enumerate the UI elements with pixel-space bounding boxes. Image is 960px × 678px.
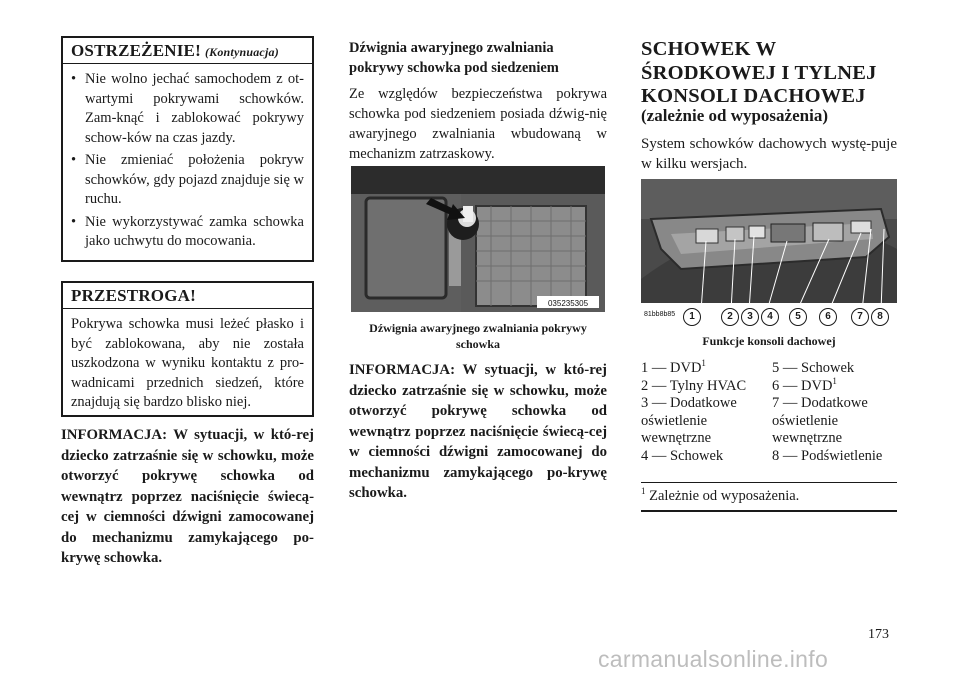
- legend-right: [772, 360, 899, 465]
- legend-item: 3 — Dodatkowe oświetlenie wewnętrzne: [641, 395, 737, 446]
- photo-code-label: 81bb8b85: [644, 311, 676, 318]
- warning-list: [71, 70, 304, 252]
- caution-title: PRZESTROGA!: [63, 283, 312, 309]
- footnote: $^1$ Zależnie od wyposażenia.: [641, 486, 800, 504]
- section-subheading: (zależnie od wyposażenia): [641, 106, 828, 125]
- middle-text: Ze względów bezpieczeństwa pokrywa schowka pod siedzeniem posiada dźwig-nię awaryjnego zwalniania wbudowaną w mechanizm zatrzaskowy.: [349, 86, 607, 162]
- section-heading: [641, 38, 899, 109]
- callout-5: 5: [789, 308, 807, 326]
- callout-3: 3: [741, 308, 759, 326]
- overhead-console-caption: Funkcje konsoli dachowej: [702, 334, 836, 348]
- release-lever-illustration: [351, 166, 605, 312]
- release-lever-photo: [351, 166, 605, 312]
- callout-1: 1: [683, 308, 701, 326]
- legend-item: 6 — DVD$^1$: [772, 375, 837, 394]
- callout-7: 7: [851, 308, 869, 326]
- section-heading-line: ŚRODKOWEJ I TYLNEJ: [641, 61, 877, 84]
- section-heading-line: KONSOLI DACHOWEJ: [641, 85, 866, 107]
- warning-box: [61, 36, 314, 262]
- caution-text: Pokrywa schowka musi leżeć płasko i być zablokowana, aby nie została uszkodzona w wyniku kontaktu z pro-wadnicami przednich siedzeń, które znajdują się bardzo blisko niej.: [71, 316, 304, 410]
- warning-subtitle: (Kontynuacja): [204, 45, 279, 59]
- overhead-console-illustration: [641, 179, 897, 327]
- callout-6: 6: [819, 308, 837, 326]
- warning-title: [63, 38, 312, 64]
- section-intro: System schowków dachowych wystę-puje w kilku wersjach.: [641, 136, 897, 172]
- legend-item: 7 — Dodatkowe oświetlenie wewnętrzne: [772, 395, 868, 446]
- callout-8: 8: [871, 308, 889, 326]
- middle-heading: Dźwignia awaryjnego zwalniania pokrywy schowka pod siedzeniem: [349, 40, 559, 76]
- section-heading-line: SCHOWEK W: [641, 38, 777, 60]
- footnote-rule-bottom: [641, 510, 897, 512]
- warning-item: • Nie wykorzystywać zamka schowka jako uchwytu do mocowania.: [71, 213, 304, 252]
- callout-4: 4: [761, 308, 779, 326]
- footnote-rule-top: [641, 482, 897, 483]
- legend-item: 1 — DVD$^1$: [641, 358, 706, 376]
- warning-item: • Nie wolno jechać samochodem z ot-wartymi pokrywami schowków. Zam-knąć i zablokować pokrywy schow-ków na czas jazdy.: [71, 70, 304, 148]
- left-info-note: INFORMACJA: W sytuacji, w któ-rej dziecko zatrzaśnie się w schowku, może otworzyć pokrywę schowka od wewnątrz poprzez naciśnięcie świecą-cej w ciemności dźwigni zamocowanej do mechanizmu zamykającego po-krywę schowka.: [61, 427, 314, 566]
- warning-title-text: OSTRZEŻENIE!: [71, 41, 201, 60]
- callout-2: 2: [721, 308, 739, 326]
- legend-item: 4 — Schowek: [641, 447, 724, 464]
- legend-item: 5 — Schowek: [772, 360, 855, 376]
- watermark: carmanualsonline.info: [598, 646, 829, 672]
- release-lever-caption: Dźwignia awaryjnego zwalniania pokrywy schowka: [369, 321, 587, 351]
- legend-left: [641, 360, 767, 465]
- overhead-console-photo: [641, 179, 897, 327]
- legend-item: 8 — Podświetlenie: [772, 447, 883, 464]
- photo-code-label: 035235305: [547, 299, 589, 308]
- legend-item: 2 — Tylny HVAC: [641, 377, 747, 394]
- caution-box: [61, 281, 314, 417]
- page-number: 173: [868, 627, 889, 642]
- middle-info-note: INFORMACJA: W sytuacji, w któ-rej dziecko zatrzaśnie się w schowku, może otworzyć pokrywę schowka od wewnątrz poprzez naciśnięcie świecą-cej w ciemności dźwigni zamocowanej do mechanizmu zamykającego po-krywę schowka.: [349, 362, 607, 501]
- warning-item: • Nie zmieniać położenia pokryw schowków, gdy pojazd znajduje się w ruchu.: [71, 151, 304, 210]
